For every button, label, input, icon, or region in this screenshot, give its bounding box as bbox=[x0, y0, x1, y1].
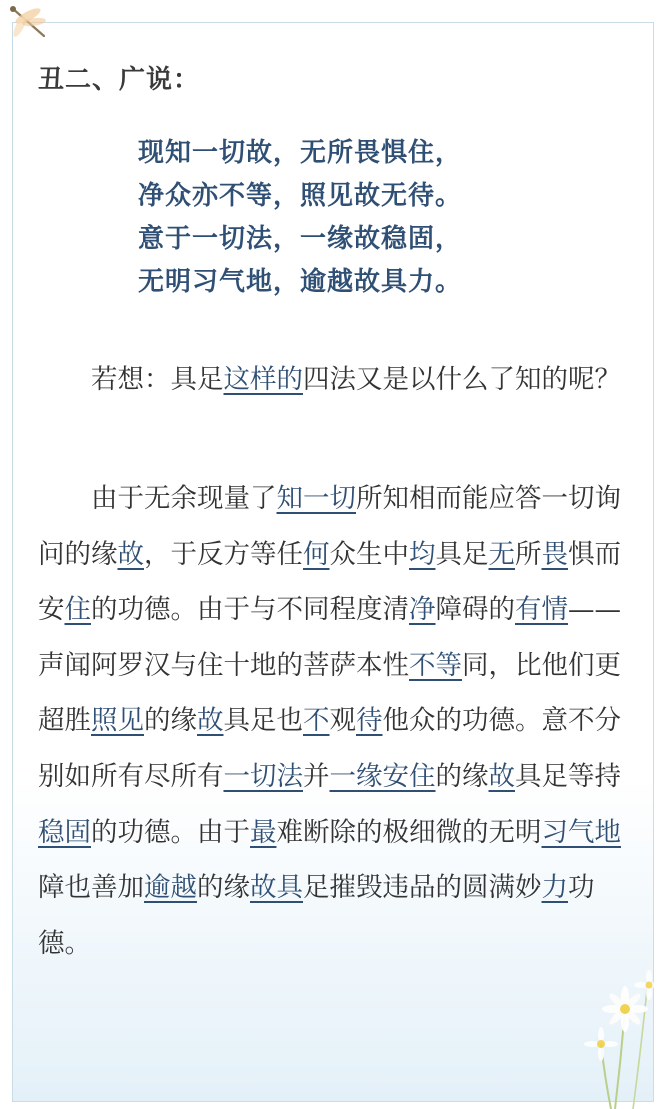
underlined-term: 习气地 bbox=[541, 816, 621, 848]
underlined-term: 故 bbox=[250, 872, 277, 904]
underlined-term: 不等 bbox=[409, 649, 462, 681]
question-paragraph bbox=[38, 352, 633, 408]
dragonfly-icon bbox=[4, 2, 56, 42]
explanation-paragraph bbox=[38, 471, 633, 971]
text-segment: 障碍的 bbox=[435, 594, 515, 626]
underlined-term: 故 bbox=[488, 760, 515, 792]
underlined-term: 有情 bbox=[515, 594, 568, 626]
underlined-term: 这样的 bbox=[223, 364, 303, 395]
text-segment: 具足也 bbox=[223, 705, 303, 737]
underlined-term: 具 bbox=[276, 872, 303, 904]
text-segment: 所 bbox=[515, 538, 542, 570]
underlined-term: 故 bbox=[197, 705, 224, 737]
text-segment: 难断除的极细微的无明 bbox=[276, 816, 542, 848]
text-segment: 同，比他们更超胜 bbox=[38, 649, 621, 737]
underlined-term: 一缘安住 bbox=[329, 760, 436, 792]
verse-line: 现知一切故，无所畏惧住， bbox=[138, 138, 463, 168]
text-segment: 所知相而能应答一切询问的缘 bbox=[38, 483, 621, 570]
underlined-term: 力 bbox=[541, 872, 568, 904]
underlined-term: 逾越 bbox=[144, 872, 197, 904]
text-segment: 的缘 bbox=[197, 872, 250, 904]
section-heading: 丑二、广说： bbox=[38, 65, 201, 95]
verse-line: 无明习气地，逾越故具力。 bbox=[138, 267, 463, 297]
underlined-term: 稳固 bbox=[38, 816, 91, 848]
text-segment: 障也善加 bbox=[38, 872, 144, 904]
text-segment: 四法又是以什么了知的呢？ bbox=[303, 364, 621, 395]
underlined-term: 住 bbox=[64, 594, 91, 626]
underlined-term: 净 bbox=[409, 594, 436, 626]
text-segment: 具足等持 bbox=[515, 760, 621, 792]
text-segment: 他众的功德。意不分别如所有尽所有 bbox=[38, 705, 621, 792]
underlined-term: 不 bbox=[303, 705, 330, 737]
underlined-term: 畏 bbox=[541, 538, 568, 570]
text-segment: ，于反方等任 bbox=[144, 538, 303, 570]
text-segment: 由于无余现量了 bbox=[91, 483, 277, 514]
underlined-term: 照见 bbox=[91, 705, 144, 737]
verse-line: 意于一切法，一缘故稳固， bbox=[138, 224, 463, 254]
text-segment: 具足 bbox=[435, 538, 489, 570]
text-segment: 惧而安 bbox=[38, 538, 621, 626]
text-segment: 若想：具足 bbox=[91, 364, 224, 395]
underlined-term: 均 bbox=[409, 538, 436, 570]
underlined-term: 待 bbox=[356, 705, 383, 737]
text-segment: 的缘 bbox=[435, 760, 489, 792]
text-segment: 并 bbox=[303, 760, 330, 792]
underlined-term: 知一切 bbox=[276, 483, 356, 514]
text-segment: 的缘 bbox=[144, 705, 197, 737]
underlined-term: 故 bbox=[117, 538, 144, 570]
underlined-term: 最 bbox=[250, 816, 277, 848]
text-segment: 观 bbox=[329, 705, 356, 737]
daisy-flowers-icon bbox=[581, 949, 667, 1109]
verse-block bbox=[138, 132, 462, 304]
text-segment: 的功德。由于与不同程度清 bbox=[91, 594, 409, 626]
text-segment: ——声闻阿罗汉与住十地的菩萨本性 bbox=[38, 594, 621, 681]
underlined-term: 何 bbox=[303, 538, 330, 570]
text-segment: 足摧毁违品的圆满妙 bbox=[303, 872, 542, 904]
verse-line: 净众亦不等，照见故无待。 bbox=[138, 181, 463, 211]
underlined-term: 一切法 bbox=[223, 760, 303, 792]
underlined-term: 无 bbox=[488, 538, 515, 570]
text-segment: 的功德。由于 bbox=[91, 816, 250, 848]
text-segment: 众生中 bbox=[329, 538, 409, 570]
text-segment: 功德。 bbox=[38, 872, 595, 959]
